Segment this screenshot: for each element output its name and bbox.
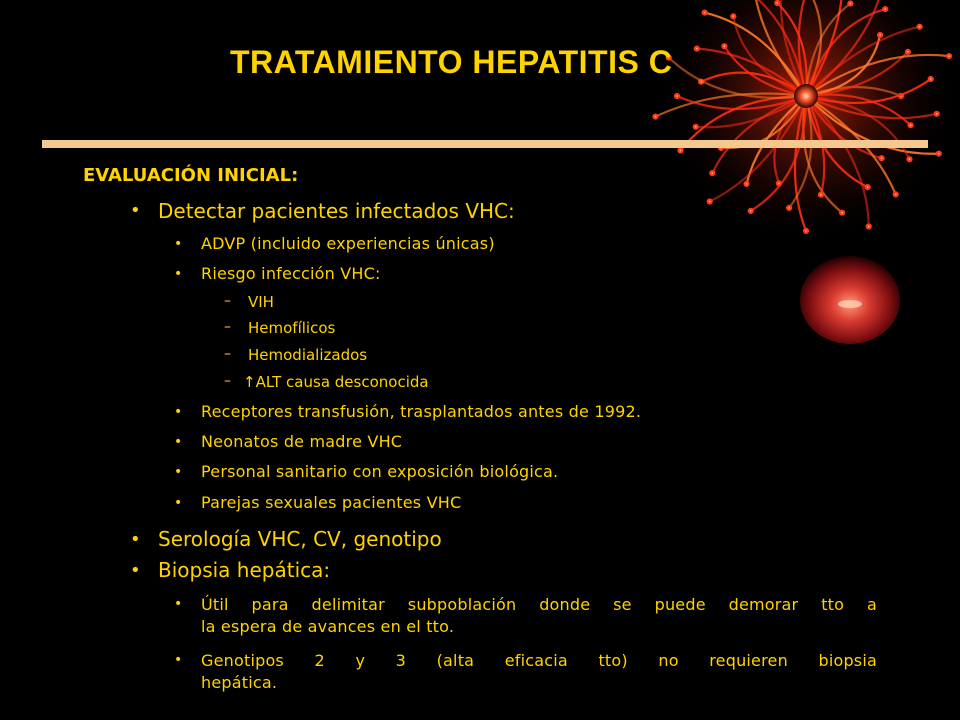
list-item-parejas: Parejas sexuales pacientes VHC [201, 493, 462, 512]
firework-spark [745, 182, 749, 186]
list-item-alt: ↑ALT causa desconocida [243, 373, 429, 391]
firework-spark [775, 1, 779, 5]
firework-spark [679, 149, 683, 153]
firework-spark [878, 33, 882, 37]
firework-spark [787, 206, 791, 210]
firework-spark [710, 171, 714, 175]
list-item-util [201, 594, 877, 638]
bullet-icon: • [174, 652, 183, 668]
firework-spark [918, 25, 922, 29]
firework-spark [654, 115, 658, 119]
firework-spark [703, 11, 707, 15]
firework-spark [695, 47, 699, 51]
list-item-neonatos: Neonatos de madre VHC [201, 432, 403, 451]
firework-spark [804, 229, 808, 233]
firework-spark [675, 94, 679, 98]
firework-spark [731, 14, 735, 18]
bullet-icon: • [174, 434, 183, 450]
bullet-icon: • [130, 529, 141, 550]
bullet-icon: • [174, 266, 183, 282]
dash-icon: – [224, 346, 231, 362]
bullet-icon: • [174, 495, 183, 511]
firework-spark [880, 156, 884, 160]
firework-flower-icon [654, 0, 959, 246]
list-item-riesgo: Riesgo infección VHC: [201, 264, 381, 283]
slide-title: TRATAMIENTO HEPATITIS C [230, 44, 673, 80]
bullet-icon: • [174, 596, 183, 612]
section-heading: EVALUACIÓN INICIAL: [83, 165, 299, 186]
list-item-util-line2: la espera de avances en el tto. [201, 617, 455, 636]
list-item-genotipos-line1: Genotipos 2 y 3 (alta eficacia tto) no requieren biopsia [201, 651, 877, 670]
dash-icon: – [224, 373, 231, 389]
firework-spark [694, 125, 698, 129]
list-item-advp: ADVP (incluido experiencias únicas) [201, 234, 495, 253]
firework-spark [722, 44, 726, 48]
firework-spark [708, 200, 712, 204]
list-item-biopsia: Biopsia hepática: [158, 558, 331, 582]
firework-spark [906, 50, 910, 54]
bullet-icon: • [130, 200, 141, 221]
firework-spark [937, 152, 941, 156]
list-item-genotipos-line2: hepática. [201, 673, 278, 692]
firework-spark [848, 2, 852, 6]
firework-spark [867, 225, 871, 229]
list-item-hemodializados: Hemodializados [248, 346, 368, 364]
firework-spark [894, 192, 898, 196]
list-item-genotipos [201, 650, 877, 694]
bullet-icon: • [174, 464, 183, 480]
list-item-vih: VIH [248, 293, 274, 311]
list-item-receptores: Receptores transfusión, trasplantados antes de 1992. [201, 402, 642, 421]
firework-spark [935, 112, 939, 116]
list-item-hemofilicos: Hemofílicos [248, 319, 336, 337]
firework-spark [819, 193, 823, 197]
firework-spark [840, 211, 844, 215]
firework-spark [749, 209, 753, 213]
list-item-serologia: Serología VHC, CV, genotipo [158, 527, 442, 551]
firework-spark [866, 185, 870, 189]
firework-spark [947, 54, 951, 58]
red-orb-icon [800, 256, 900, 344]
bullet-icon: • [130, 560, 141, 581]
dash-icon: – [224, 319, 231, 335]
dash-icon: – [224, 293, 231, 309]
list-item-detect: Detectar pacientes infectados VHC: [158, 199, 515, 223]
list-item-personal: Personal sanitario con exposición biológica. [201, 462, 559, 481]
list-item-util-line1: Útil para delimitar subpoblación donde se puede demorar tto a [201, 595, 877, 614]
firework-spark [908, 157, 912, 161]
bullet-icon: • [174, 236, 183, 252]
title-divider [42, 140, 928, 148]
firework-spark [909, 123, 913, 127]
bullet-icon: • [174, 404, 183, 420]
firework-spark [883, 7, 887, 11]
firework-spark [929, 77, 933, 81]
